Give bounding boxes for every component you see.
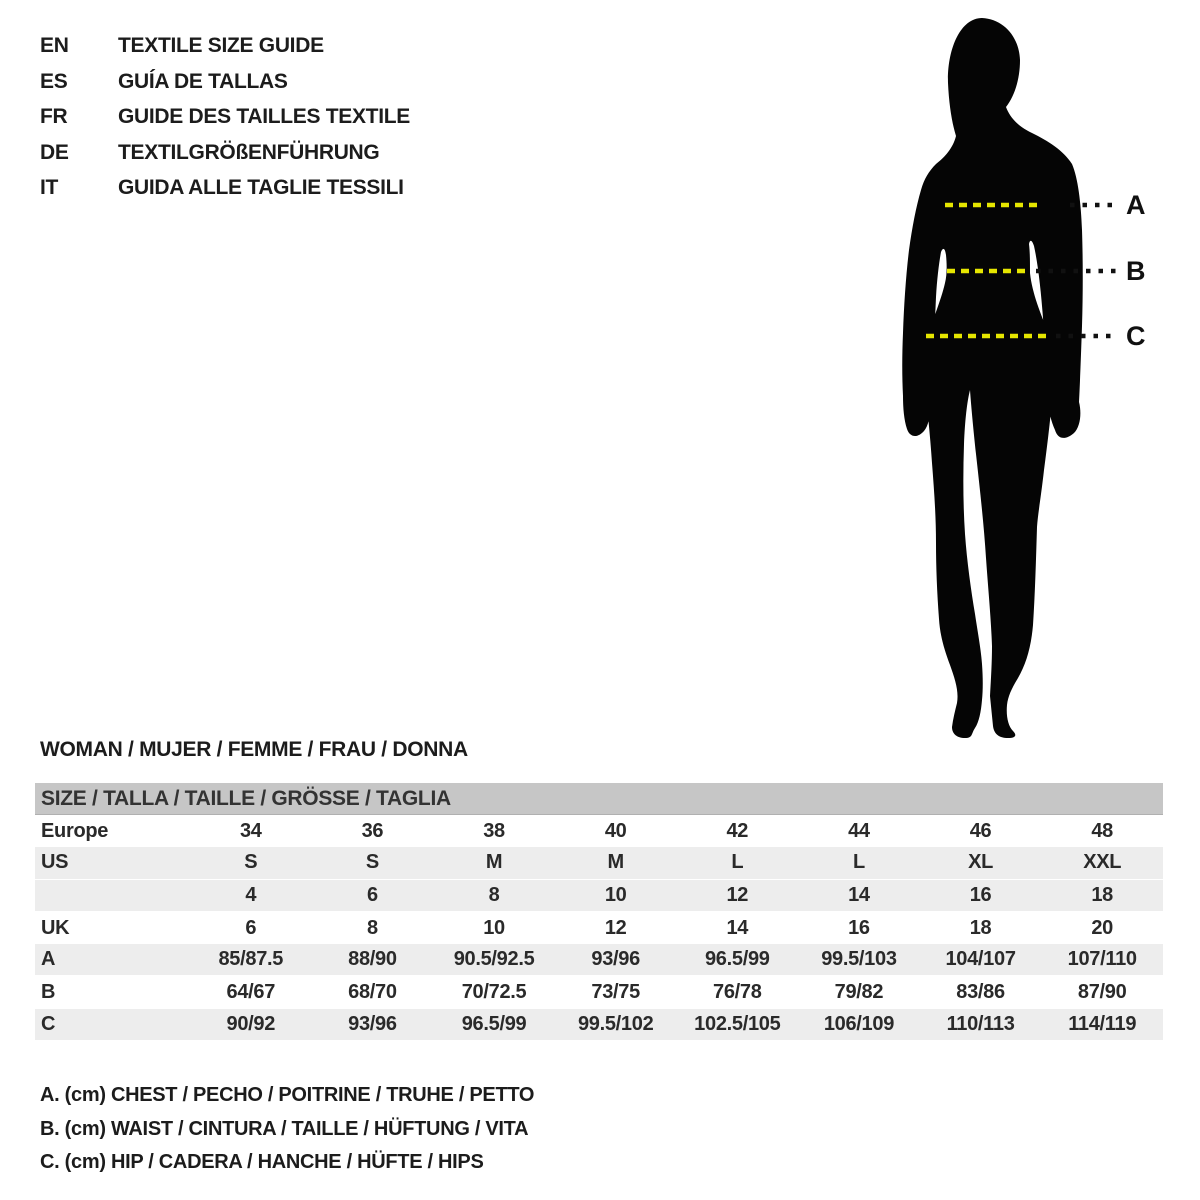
size-cell: 8 bbox=[488, 883, 500, 906]
language-row bbox=[40, 170, 410, 206]
row-label: Europe bbox=[41, 819, 109, 842]
legend-line: A. (cm) CHEST / PECHO / POITRINE / TRUHE / PETTO bbox=[40, 1084, 535, 1106]
size-cell: 6 bbox=[245, 916, 257, 939]
table-row bbox=[35, 815, 1163, 847]
woman-silhouette bbox=[902, 18, 1083, 738]
size-cell: 106/109 bbox=[823, 1012, 895, 1035]
language-code: ES bbox=[40, 69, 68, 93]
size-cell: 4 bbox=[245, 883, 257, 906]
size-cell: 110/113 bbox=[946, 1012, 1015, 1035]
size-cell: 16 bbox=[969, 883, 992, 906]
language-title: TEXTILGRÖßENFÜHRUNG bbox=[118, 140, 380, 164]
language-row bbox=[40, 28, 410, 64]
size-cell: 90.5/92.5 bbox=[453, 948, 535, 971]
language-row bbox=[40, 64, 410, 100]
size-table bbox=[35, 783, 1163, 1041]
hip-label: C bbox=[1126, 321, 1146, 351]
row-label: UK bbox=[41, 916, 70, 939]
table-row bbox=[35, 944, 1163, 976]
size-table-body bbox=[35, 815, 1163, 1041]
legend-line: C. (cm) HIP / CADERA / HANCHE / HÜFTE / HIPS bbox=[40, 1151, 484, 1173]
size-table-header: SIZE / TALLA / TAILLE / GRÖSSE / TAGLIA bbox=[35, 783, 1163, 815]
table-row bbox=[35, 912, 1163, 944]
size-cell: 96.5/99 bbox=[704, 948, 770, 971]
size-cell: 102.5/105 bbox=[694, 1012, 781, 1035]
size-cell: S bbox=[244, 851, 258, 874]
size-cell: 88/90 bbox=[348, 948, 397, 971]
row-label: B bbox=[41, 981, 56, 1004]
size-cell: 70/72.5 bbox=[461, 981, 527, 1004]
table-row bbox=[35, 976, 1163, 1008]
row-label: C bbox=[41, 1012, 56, 1035]
size-figure bbox=[860, 0, 1180, 740]
size-cell: 93/96 bbox=[591, 948, 640, 971]
size-cell: 79/82 bbox=[834, 981, 884, 1004]
chest-label: A bbox=[1126, 190, 1146, 220]
size-cell: 76/78 bbox=[713, 981, 762, 1004]
size-cell: 83/86 bbox=[956, 981, 1005, 1004]
size-cell: 96.5/99 bbox=[461, 1012, 527, 1035]
size-cell: 34 bbox=[239, 819, 262, 842]
size-cell: 10 bbox=[604, 883, 627, 906]
size-cell: 10 bbox=[483, 916, 505, 939]
size-cell: 20 bbox=[1091, 916, 1114, 939]
language-code: FR bbox=[40, 105, 68, 128]
size-cell: 93/96 bbox=[348, 1012, 397, 1035]
size-cell: S bbox=[365, 851, 379, 874]
size-cell: 14 bbox=[848, 883, 870, 906]
language-code: IT bbox=[40, 176, 59, 199]
row-label: A bbox=[41, 948, 56, 971]
size-cell: 64/67 bbox=[226, 981, 276, 1004]
row-label: US bbox=[41, 851, 69, 874]
language-row bbox=[40, 99, 410, 135]
size-cell: 14 bbox=[726, 916, 749, 939]
size-cell: 8 bbox=[367, 916, 378, 939]
size-cell: 12 bbox=[604, 916, 627, 939]
size-cell: 87/90 bbox=[1077, 981, 1127, 1004]
size-cell: L bbox=[731, 851, 744, 874]
size-cell: 40 bbox=[604, 819, 627, 842]
size-cell: 42 bbox=[726, 819, 749, 842]
size-cell: 99.5/103 bbox=[821, 948, 897, 971]
measurement-legend bbox=[40, 1079, 534, 1180]
language-title: TEXTILE SIZE GUIDE bbox=[118, 34, 324, 57]
size-cell: 107/110 bbox=[1067, 948, 1137, 971]
legend-line: B. (cm) WAIST / CINTURA / TAILLE / HÜFTUNG / VITA bbox=[40, 1117, 529, 1140]
language-title: GUIDA ALLE TAGLIE TESSILI bbox=[118, 176, 404, 199]
language-title: GUÍA DE TALLAS bbox=[118, 69, 288, 93]
size-cell: 18 bbox=[1091, 883, 1114, 906]
size-cell: 104/107 bbox=[945, 948, 1016, 971]
size-cell: 90/92 bbox=[226, 1012, 276, 1035]
size-cell: 44 bbox=[848, 819, 870, 842]
size-cell: 73/75 bbox=[591, 981, 640, 1004]
size-cell: 36 bbox=[361, 819, 384, 842]
size-cell: 16 bbox=[848, 916, 870, 939]
size-cell: 6 bbox=[367, 883, 378, 906]
language-code: EN bbox=[40, 34, 69, 57]
size-cell: 48 bbox=[1091, 819, 1114, 842]
size-cell: 38 bbox=[483, 819, 505, 842]
size-cell: M bbox=[607, 851, 624, 874]
size-cell: 99.5/102 bbox=[577, 1012, 654, 1035]
size-cell: 85/87.5 bbox=[218, 948, 284, 971]
size-cell: 12 bbox=[726, 883, 749, 906]
size-cell: 68/70 bbox=[348, 981, 397, 1004]
language-code: DE bbox=[40, 140, 69, 164]
table-row bbox=[35, 880, 1163, 912]
table-row bbox=[35, 847, 1163, 879]
size-cell: 18 bbox=[969, 916, 992, 939]
size-cell: 114/119 bbox=[1068, 1012, 1137, 1035]
gender-title: WOMAN / MUJER / FEMME / FRAU / DONNA bbox=[40, 738, 468, 761]
table-row bbox=[35, 1009, 1163, 1041]
language-title: GUIDE DES TAILLES TEXTILE bbox=[118, 105, 410, 128]
size-cell: 46 bbox=[969, 819, 992, 842]
size-cell: XL bbox=[968, 851, 994, 874]
size-cell: XXL bbox=[1083, 851, 1122, 874]
language-list bbox=[40, 28, 410, 206]
waist-label: B bbox=[1126, 256, 1146, 286]
size-cell: M bbox=[485, 851, 503, 874]
language-row bbox=[40, 135, 410, 171]
size-cell: L bbox=[852, 851, 865, 874]
